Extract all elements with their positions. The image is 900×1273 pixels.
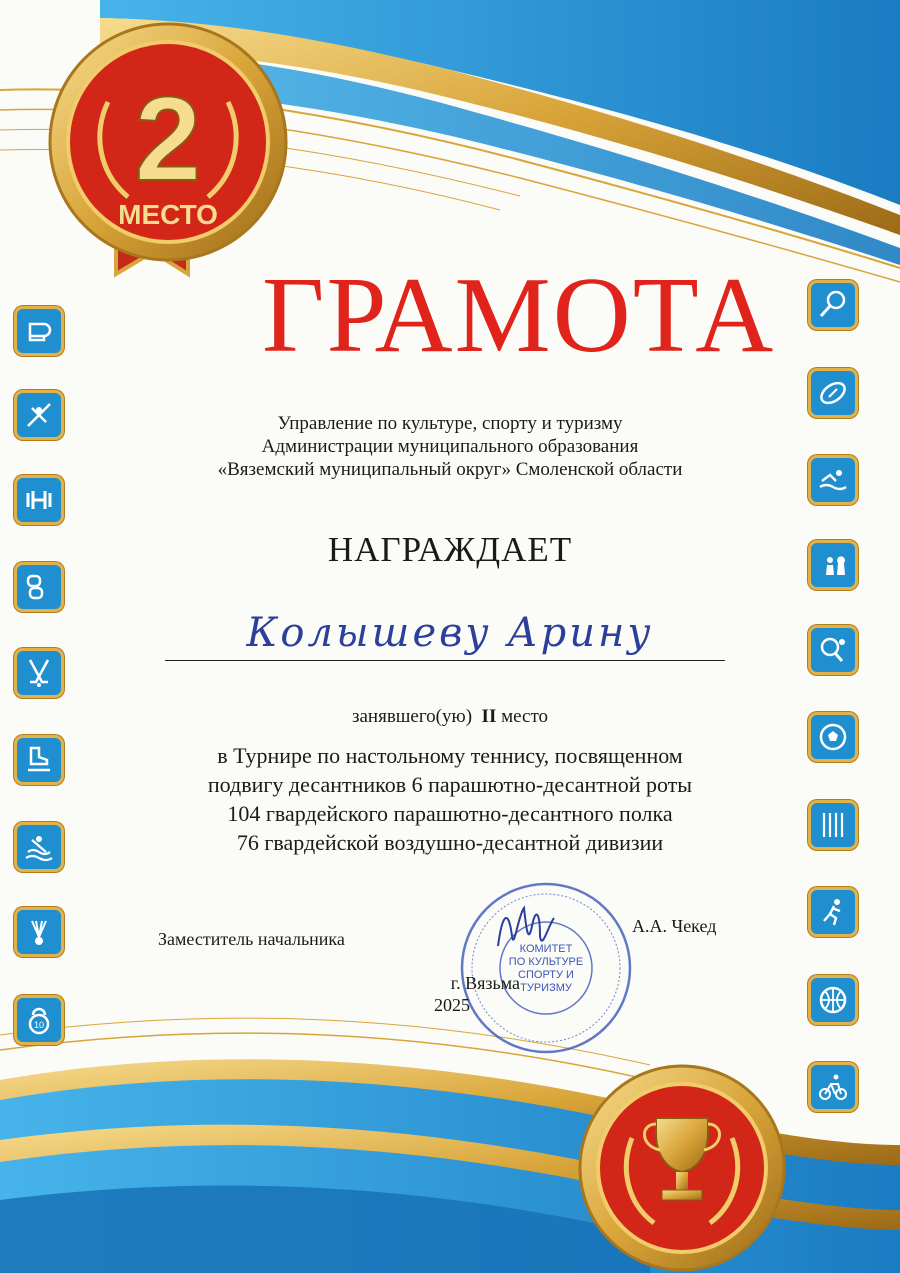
chess-icon <box>808 540 858 590</box>
tennis-racket-icon <box>808 280 858 330</box>
description-line: подвигу десантников 6 парашютно-десантной роты <box>207 772 693 797</box>
organization-line: «Вяземский муниципальный округ» Смоленской области <box>217 459 683 480</box>
boxing-glove-icon <box>14 306 64 356</box>
place-line <box>160 706 740 728</box>
organization-block <box>140 412 760 481</box>
medal-number: 2 <box>134 72 202 206</box>
description-line: в Турнире по настольному теннису, посвященном <box>217 743 683 768</box>
location-block <box>390 972 520 1016</box>
runner-icon <box>808 887 858 937</box>
ice-skate-icon <box>14 735 64 785</box>
svg-text:10: 10 <box>33 1020 45 1030</box>
hockey-sticks-icon <box>14 648 64 698</box>
rugby-ball-icon <box>808 368 858 418</box>
organization-line: Администрации муниципального образования <box>261 436 639 457</box>
basketball-icon <box>808 975 858 1025</box>
second-place-medal <box>38 12 298 282</box>
fencing-icon <box>808 800 858 850</box>
seal-line: КОМИТЕТ <box>519 943 573 955</box>
seal-line: ТУРИЗМУ <box>520 982 572 994</box>
soccer-ball-icon <box>808 712 858 762</box>
ping-pong-icon <box>808 625 858 675</box>
kettlebell-icon <box>14 995 64 1045</box>
rowing-icon <box>14 822 64 872</box>
medal-word: МЕСТО <box>118 199 218 230</box>
shuttlecock-icon <box>14 907 64 957</box>
awards-heading: НАГРАЖДАЕТ <box>327 530 573 569</box>
year: 2025 <box>434 995 470 1015</box>
seal-line: СПОРТУ И <box>518 969 574 981</box>
place-suffix: место <box>501 706 549 727</box>
recipient-name: Колышеву Арину <box>246 610 654 656</box>
city-name: г. Вязьма <box>450 973 520 993</box>
event-description <box>120 741 780 857</box>
kayak-icon <box>14 390 64 440</box>
handwritten-signature <box>488 896 568 966</box>
seal-line: ПО КУЛЬТУРЕ <box>508 956 584 968</box>
description-line: 76 гвардейской воздушно-десантной дивизии <box>236 830 664 855</box>
recipient-underline <box>165 660 725 661</box>
cyclist-icon <box>808 1062 858 1112</box>
description-line: 104 гвардейского парашютно-десантного полка <box>227 801 673 826</box>
swimmer-icon <box>808 455 858 505</box>
boxing-gloves-icon <box>14 562 64 612</box>
signatory-title: Заместитель начальника <box>158 929 345 949</box>
signatory-name: А.А. Чекед <box>632 916 717 936</box>
organization-line: Управление по культуре, спорту и туризму <box>277 413 623 434</box>
place-rank: II <box>481 706 497 727</box>
place-prefix: занявшего(ую) <box>351 706 473 727</box>
certificate-title: ГРАМОТА <box>262 256 776 375</box>
dumbbell-icon <box>14 475 64 525</box>
cup-medal <box>572 1058 792 1273</box>
